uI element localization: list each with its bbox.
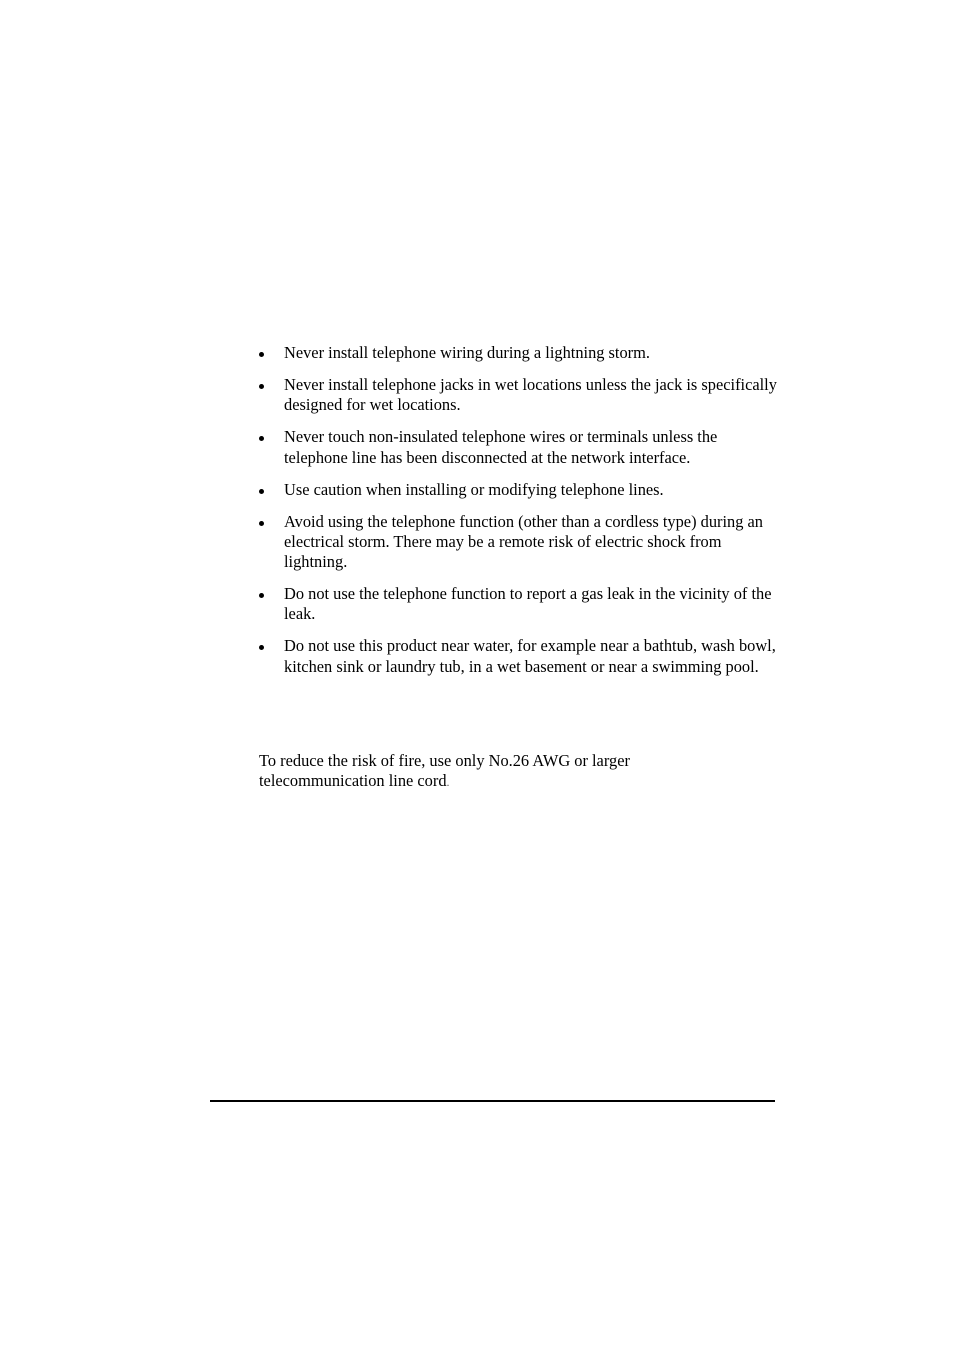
safety-instructions-list	[258, 343, 778, 689]
fire-safety-note-text: To reduce the risk of fire, use only No.26 AWG or larger telecommunication line cord	[259, 751, 630, 791]
bullet-icon	[259, 436, 264, 441]
fire-safety-note-period: .	[446, 775, 450, 790]
list-item	[258, 375, 778, 416]
list-item-text: Never install telephone jacks in wet locations unless the jack is specifically designed for wet locations.	[284, 374, 777, 415]
bullet-icon	[259, 489, 264, 494]
list-item	[258, 512, 778, 573]
list-item-text: Use caution when installing or modifying telephone lines.	[284, 479, 664, 499]
list-item-text: Do not use this product near water, for example near a bathtub, wash bowl, kitchen sink or laundry tub, in a wet basement or near a swimming pool.	[284, 636, 776, 676]
list-item	[258, 636, 778, 677]
bullet-icon	[259, 593, 264, 598]
list-item-text: Never install telephone wiring during a lightning storm.	[284, 343, 650, 362]
bullet-icon	[259, 645, 264, 650]
footer-divider	[210, 1100, 775, 1102]
list-item	[258, 480, 778, 500]
list-item	[258, 427, 778, 468]
list-item-text: Avoid using the telephone function (other than a cordless type) during an electrical storm. There may be a remote risk of electric shock from lightning.	[284, 511, 763, 572]
list-item-text: Do not use the telephone function to report a gas leak in the vicinity of the leak.	[284, 584, 772, 624]
list-item	[258, 343, 778, 363]
bullet-icon	[259, 384, 264, 389]
bullet-icon	[259, 352, 264, 357]
list-item-text: Never touch non-insulated telephone wires or terminals unless the telephone line has been disconnected at the network interface.	[284, 427, 718, 467]
list-item	[258, 584, 778, 625]
bullet-icon	[259, 521, 264, 526]
fire-safety-note	[259, 751, 699, 793]
